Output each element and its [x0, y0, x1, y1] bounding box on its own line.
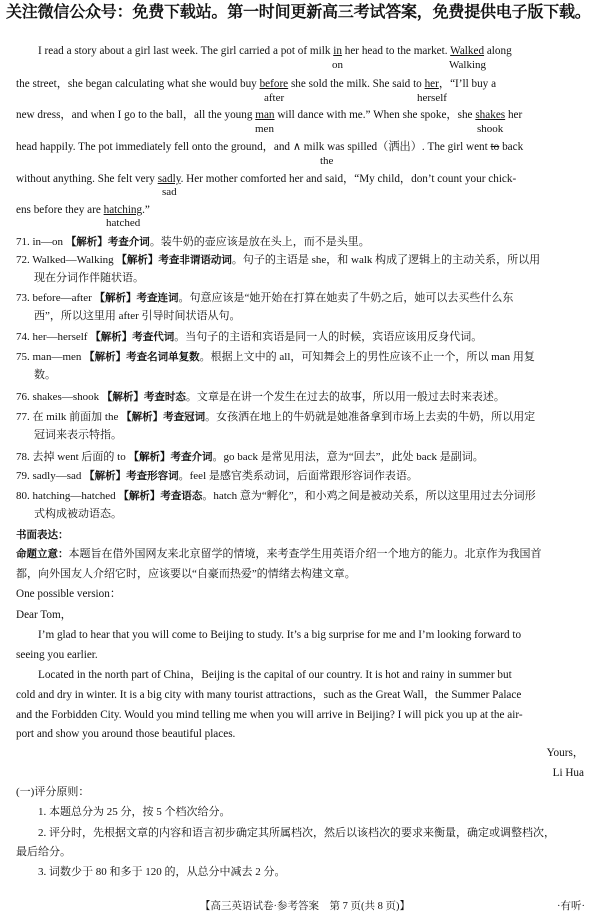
letter-closing: Yours，	[546, 747, 584, 759]
error-word-walked: Walked	[450, 45, 485, 57]
writing-intent-cont: 都，向外国友人介绍它时，应该要以“自豪而热爱”的情绪去构建文章。	[16, 568, 356, 580]
writing-heading: 书面表达：	[16, 529, 69, 541]
passage-line-3: new dress，and when I go to the ball，all the young man will dance with me.” When she spoke，she shakes her	[16, 109, 523, 121]
footer-mark: ·有听·	[557, 901, 585, 912]
scoring-title: (一)评分原则：	[16, 786, 90, 798]
answer-78: 78. 去掉 went 后面的 to 【解析】考查介词。go back 是常见用法，意为“回去”，此处 back 是副词。	[16, 451, 484, 463]
correction-herself: herself	[417, 92, 447, 104]
answer-73-cont: 西”，所以这里用 after 引导时间状语从句。	[34, 310, 241, 322]
passage-line-2: the street，she began calculating what she would buy before she sold the milk. She said to her，“I’ll buy a	[16, 78, 497, 90]
correction-on: on	[332, 59, 343, 71]
error-word-to: to	[490, 141, 500, 153]
answer-72: 72. Walked—Walking 【解析】考查非谓语动词。句子的主语是 she，和 walk 构成了逻辑上的主动关系，所以用	[16, 254, 541, 266]
answer-71: 71. in—on 【解析】考查介词。装牛奶的壶应该是放在头上，而不是头里。	[16, 236, 370, 248]
scoring-rule-3: 3. 词数少于 80 和多于 120 的，从总分中减去 2 分。	[38, 866, 286, 878]
answer-72-cont: 现在分词作伴随状语。	[34, 272, 144, 284]
error-word-her: her	[424, 78, 439, 90]
error-word-hatching: hatching	[103, 204, 143, 216]
error-word-sadly: sadly	[157, 173, 181, 185]
answer-79: 79. sadly—sad 【解析】考查形容词。feel 是感官类系动词，后面常跟形容词作表语。	[16, 470, 418, 482]
answer-80: 80. hatching—hatched 【解析】考查语态。hatch 意为“孵化”，和小鸡之间是被动关系，所以这里用过去分词形	[16, 490, 536, 502]
correction-sad: sad	[162, 186, 177, 198]
answer-80-cont: 式构成被动语态。	[34, 508, 122, 520]
correction-walking: Walking	[449, 59, 486, 71]
answer-73: 73. before—after 【解析】考查连词。句意应该是“她开始在打算在她卖了牛奶之后，她可以去买些什么东	[16, 292, 514, 304]
error-word-shakes: shakes	[475, 109, 506, 121]
letter-p1-line2: seeing you earlier.	[16, 649, 98, 661]
passage-line-1: I read a story about a girl last week. The girl carried a pot of milk in her head to the market. Walked along	[38, 45, 512, 57]
correction-the: the	[320, 155, 334, 167]
letter-signature: Li Hua	[552, 767, 584, 779]
answer-74: 74. her—herself 【解析】考查代词。当句子的主语和宾语是同一人的时候，宾语应该用反身代词。	[16, 331, 483, 343]
letter-p2-line1: Located in the north part of China，Beijing is the capital of our country. It is hot and rainy in summer but	[38, 669, 512, 681]
writing-intent: 命题立意：本题旨在借外国网友来北京留学的情境，来考查学生用英语介绍一个地方的能力。北京作为我国首	[16, 548, 542, 560]
correction-hatched: hatched	[106, 217, 141, 229]
letter-salutation: Dear Tom，	[16, 609, 72, 621]
passage-line-4: head happily. The pot immediately fell onto the ground，and ∧ milk was spilled（洒出）. The girl went to back	[16, 141, 524, 153]
footer-page-info: 【高三英语试卷·参考答案 第 7 页(共 8 页)】	[200, 901, 410, 912]
banner: 关注微信公众号：免费下载站。第一时间更新高三考试答案，免费提供电子版下载。	[6, 2, 591, 21]
answer-77: 77. 在 milk 前面加 the 【解析】考查冠词。女孩洒在地上的牛奶就是她准备拿到市场上去卖的牛奶，所以用定	[16, 411, 536, 423]
scoring-rule-2-cont: 最后给分。	[16, 846, 71, 858]
scoring-rule-1: 1. 本题总分为 25 分，按 5 个档次给分。	[38, 806, 231, 818]
letter-p2-line4: port and show you around those beautiful places.	[16, 728, 236, 740]
error-word-man: man	[255, 109, 275, 121]
letter-p2-line3: and the Forbidden City. Would you mind telling me when you will arrive in Beijing? I will pick you up at the air-	[16, 709, 523, 721]
scoring-rule-2: 2. 评分时，先根据文章的内容和语言初步确定其所属档次，然后以该档次的要求来衡量，确定或调整档次，	[38, 827, 555, 839]
answer-75: 75. man—men 【解析】考查名词单复数。根据上文中的 all，可知舞会上的男性应该不止一个，所以 man 用复	[16, 351, 535, 363]
answer-77-cont: 冠词来表示特指。	[34, 429, 122, 441]
answer-75-cont: 数。	[34, 369, 56, 381]
passage-line-5: without anything. She felt very sadly. Her mother comforted her and said，“My child，don’t count your chick-	[16, 173, 517, 185]
error-word-in: in	[333, 45, 342, 57]
writing-version-label: One possible version：	[16, 588, 122, 600]
letter-p2-line2: cold and dry in winter. It is a big city with many tourist attractions，such as the Great Wall，the Summer Palace	[16, 689, 522, 701]
correction-after: after	[264, 92, 285, 104]
correction-men: men	[255, 123, 274, 135]
passage-line-6: ens before they are hatching.”	[16, 204, 150, 216]
correction-shook: shook	[477, 123, 504, 135]
answer-76: 76. shakes—shook 【解析】考查时态。文章是在讲一个发生在过去的故事，所以用一般过去时来表述。	[16, 391, 505, 403]
error-word-before: before	[259, 78, 289, 90]
letter-p1-line1: I’m glad to hear that you will come to Beijing to study. It’s a big surprise for me and I’m looking forward to	[38, 629, 522, 641]
